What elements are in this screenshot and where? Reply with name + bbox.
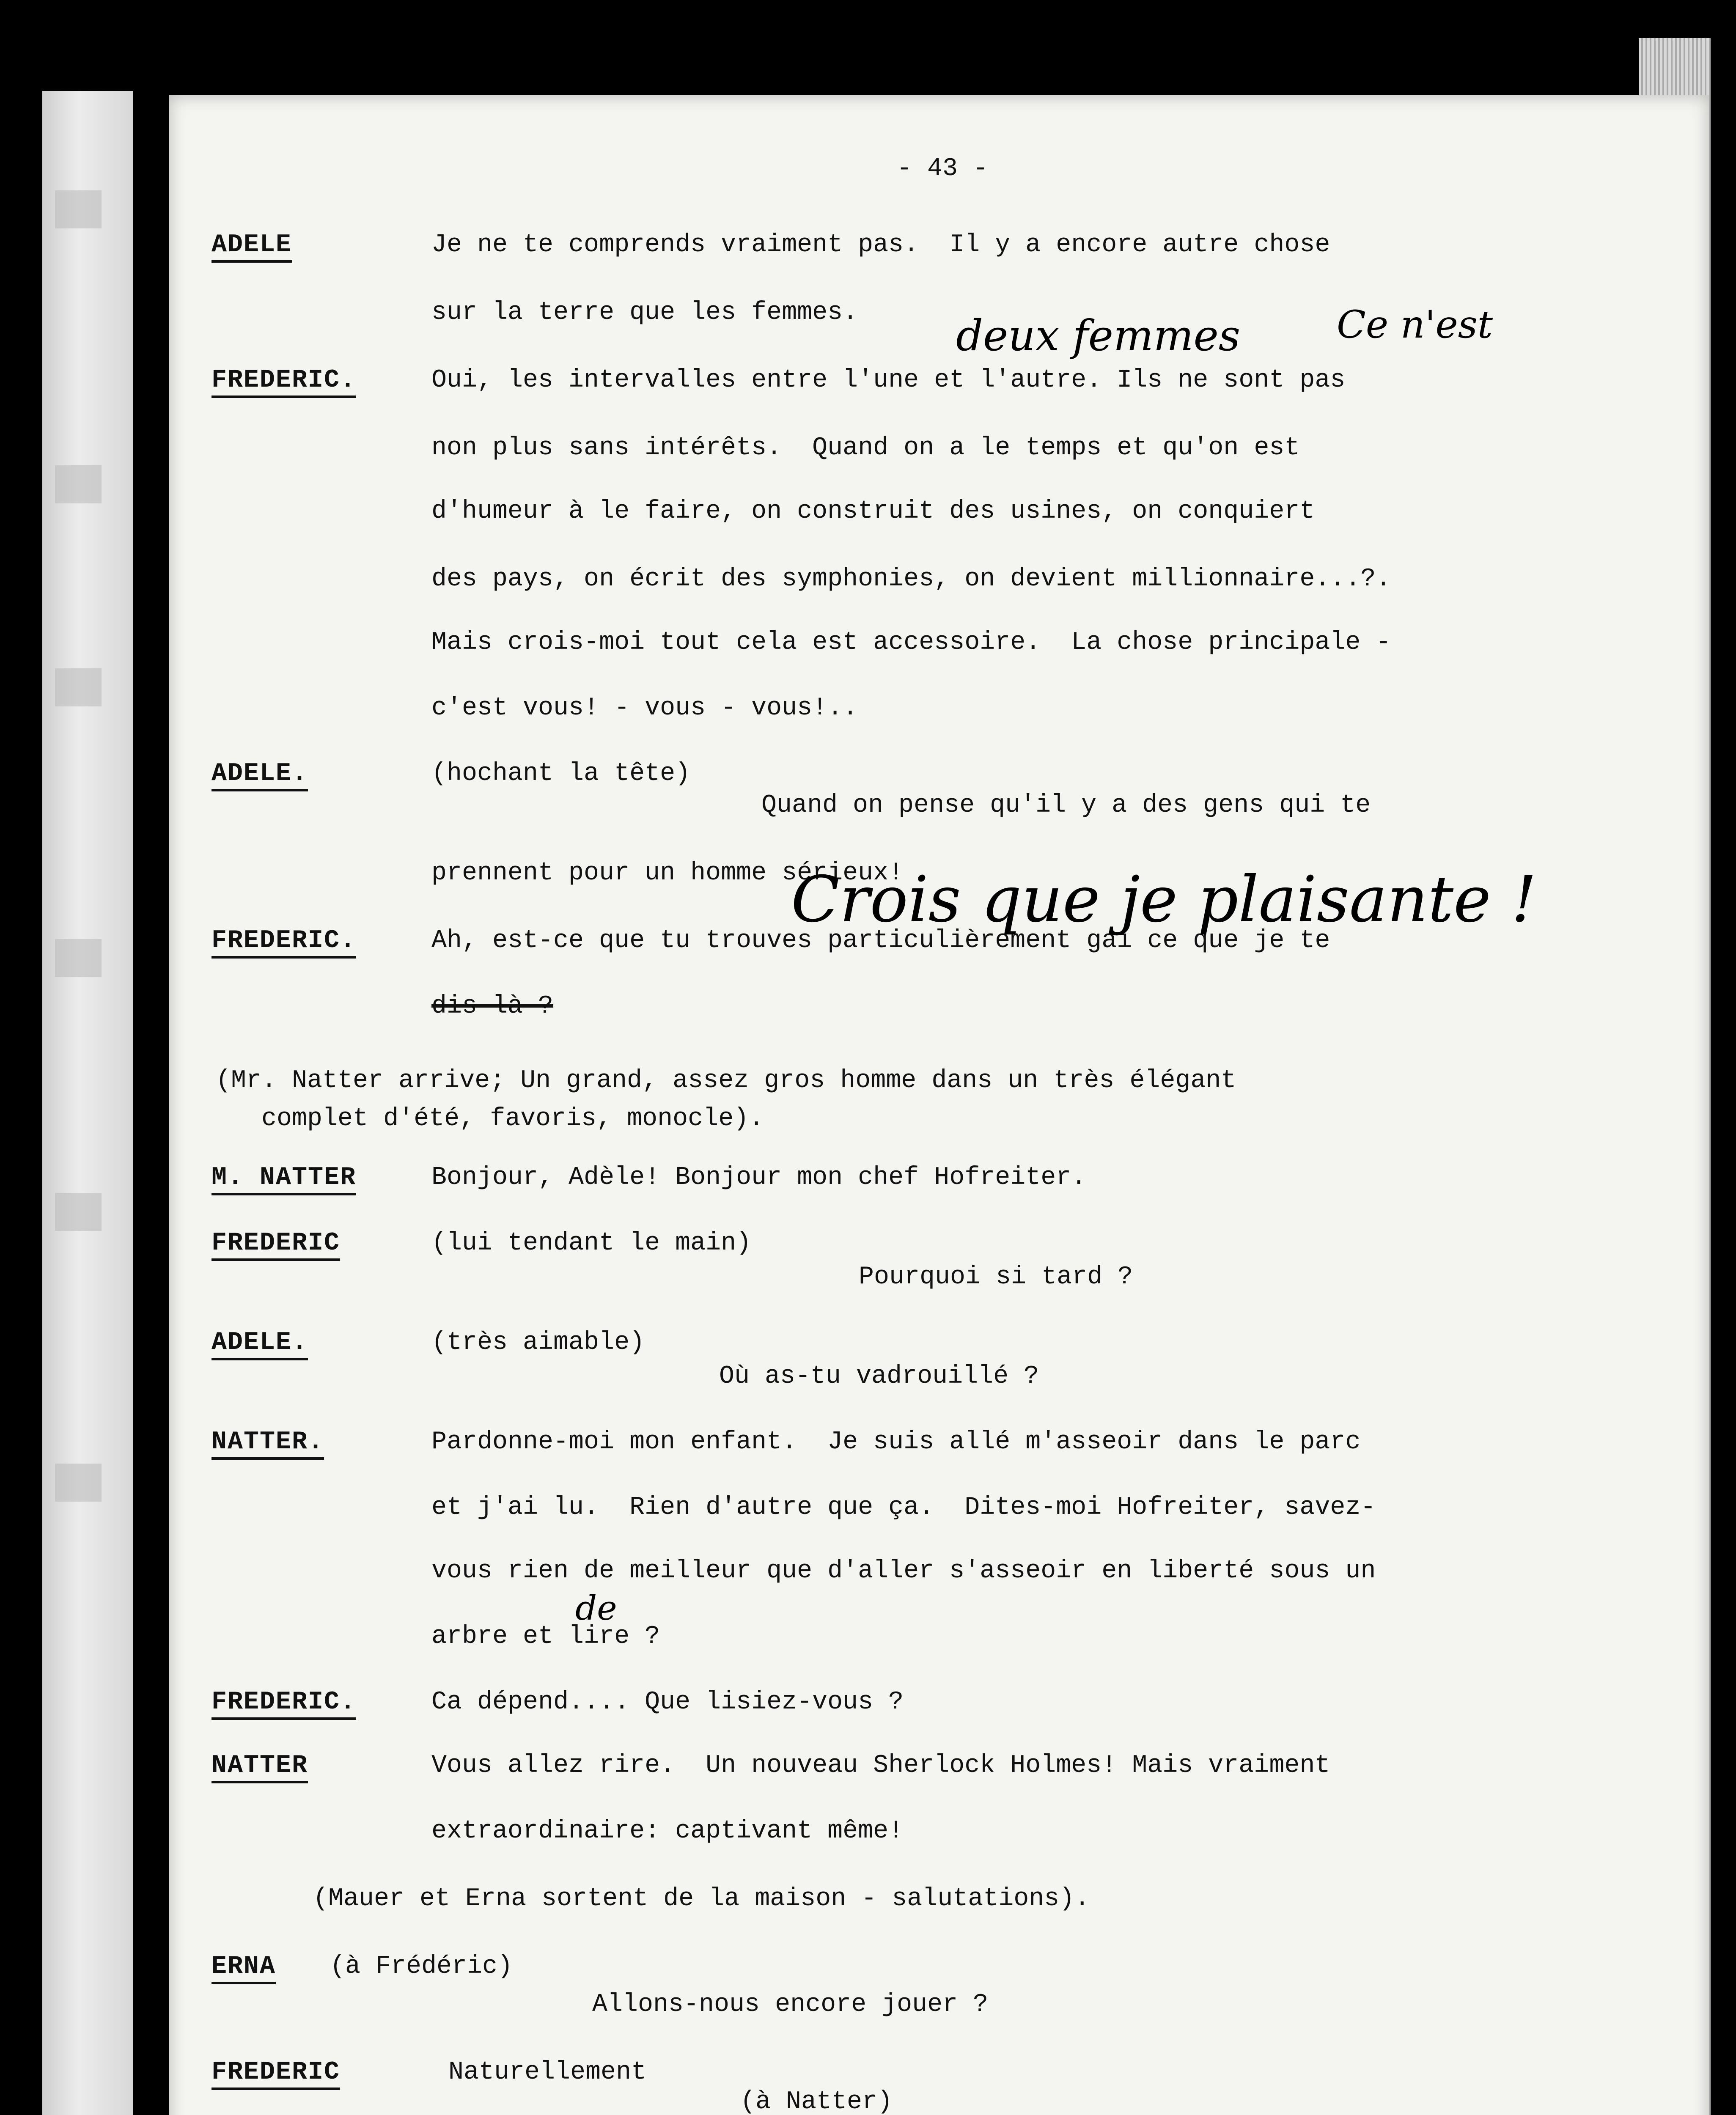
dialogue-line: Où as-tu vadrouillé ? [719, 1362, 1039, 1391]
dialogue-line: Pourquoi si tard ? [859, 1263, 1133, 1291]
dialogue-line: Pardonne-moi mon enfant. Je suis allé m'asseoir dans le parc [431, 1428, 1361, 1456]
stage-direction: (à Frédéric) [330, 1952, 513, 1981]
speaker-label: FREDERIC [212, 2058, 340, 2090]
stage-direction: (Mr. Natter arrive; Un grand, assez gros homme dans un très élégant complet d'été, favoris, monocle). [216, 1066, 1236, 1133]
dialogue-line: Allons-nous encore jouer ? [592, 1990, 989, 2019]
handwritten-correction: Crois que je plaisante ! [791, 863, 1537, 937]
dialogue-line: arbre et lire ? [431, 1622, 660, 1651]
index-tab [55, 1193, 102, 1231]
page-number: - 43 - [897, 154, 989, 183]
speaker-label: FREDERIC. [212, 926, 356, 959]
index-tab [55, 939, 102, 977]
dialogue-line: sur la terre que les femmes. [431, 298, 858, 327]
speaker-label: ADELE [212, 231, 292, 263]
stage-direction: (à Natter) [740, 2088, 893, 2115]
dialogue-line: non plus sans intérêts. Quand on a le temps et qu'on est [431, 434, 1300, 462]
dialogue-line: Ca dépend.... Que lisiez-vous ? [431, 1688, 904, 1717]
speaker-label: NATTER [212, 1751, 308, 1783]
dialogue-line: c'est vous! - vous - vous!.. [431, 694, 858, 722]
dialogue-line: Je ne te comprends vraiment pas. Il y a encore autre chose [431, 231, 1330, 259]
dialogue-line: des pays, on écrit des symphonies, on devient millionnaire...?. [431, 565, 1391, 593]
speaker-label: NATTER. [212, 1428, 324, 1460]
handwritten-correction: deux femmes [956, 311, 1241, 360]
handwritten-correction: de [575, 1588, 617, 1628]
dialogue-line: dis là ? [431, 992, 554, 1021]
dialogue-line: Bonjour, Adèle! Bonjour mon chef Hofreiter. [431, 1163, 1087, 1192]
stage-direction: (Mauer et Erna sortent de la maison - salutations). [313, 1884, 1090, 1913]
index-tab [55, 1464, 102, 1502]
stage-direction: (lui tendant le main) [431, 1229, 752, 1258]
dialogue-line: Oui, les intervalles entre l'une et l'autre. Ils ne sont pas [431, 366, 1346, 395]
dialogue-line: Mais crois-moi tout cela est accessoire. La chose principale - [431, 628, 1391, 657]
dialogue-line: Naturellement [448, 2058, 647, 2087]
index-tab [55, 668, 102, 706]
dialogue-line: Quand on pense qu'il y a des gens qui te [761, 791, 1371, 820]
speaker-label: ERNA [212, 1952, 276, 1984]
dialogue-line: et j'ai lu. Rien d'autre que ça. Dites-moi Hofreiter, savez- [431, 1493, 1376, 1522]
stage-direction: (très aimable) [431, 1328, 645, 1357]
dialogue-line: vous rien de meilleur que d'aller s'asseoir en liberté sous un [431, 1557, 1376, 1585]
typed-page [169, 95, 1709, 2115]
speaker-label: FREDERIC. [212, 1688, 356, 1720]
dialogue-line: extraordinaire: captivant même! [431, 1817, 904, 1846]
handwritten-correction: Ce n'est [1337, 302, 1493, 347]
speaker-label: ADELE. [212, 1328, 308, 1360]
dialogue-line: Ah, est-ce que tu trouves particulièrement gai ce que je te [431, 926, 1330, 955]
facing-page-margin [42, 91, 133, 2115]
dialogue-line: Vous allez rire. Un nouveau Sherlock Holmes! Mais vraiment [431, 1751, 1330, 1780]
index-tab [55, 190, 102, 228]
speaker-label: FREDERIC. [212, 366, 356, 398]
dialogue-line: d'humeur à le faire, on construit des usines, on conquiert [431, 497, 1315, 526]
speaker-label: ADELE. [212, 759, 308, 791]
index-tab [55, 465, 102, 503]
dialogue-line: prennent pour un homme sérieux! [431, 859, 904, 887]
speaker-label: M. NATTER [212, 1163, 356, 1195]
speaker-label: FREDERIC [212, 1229, 340, 1261]
stage-direction: (hochant la tête) [431, 759, 691, 788]
